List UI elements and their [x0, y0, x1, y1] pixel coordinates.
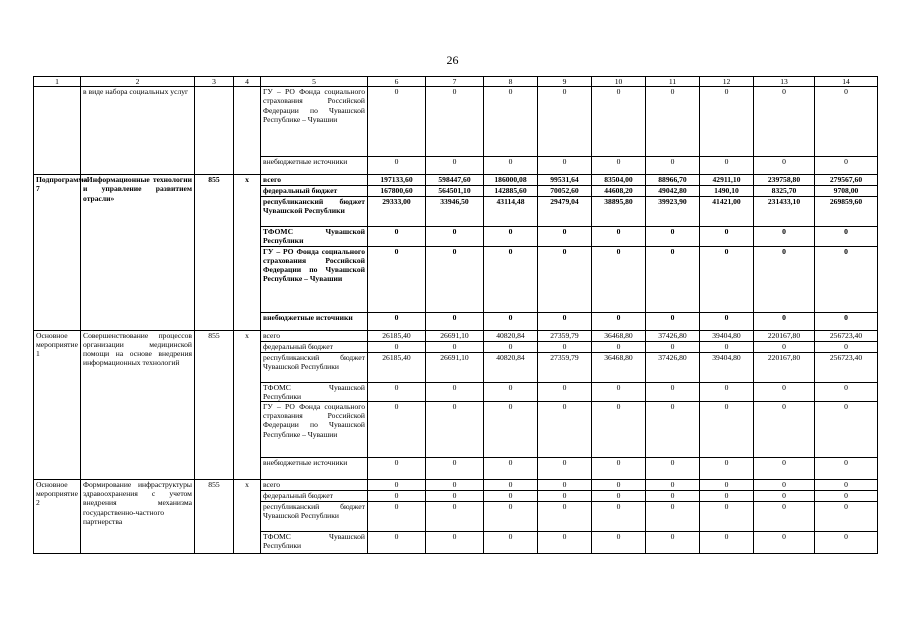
value-cell: 0	[815, 341, 878, 352]
value-cell: 0	[754, 491, 815, 502]
value-cell: 0	[815, 402, 878, 458]
value-cell: 0	[815, 227, 878, 246]
value-cell: 0	[646, 491, 700, 502]
value-cell: 26185,40	[368, 352, 426, 382]
value-cell: 0	[646, 246, 700, 312]
source-cell: ГУ – РО Фонда социального страхования Российской Федерации по Чувашской Республике – Чувашии	[261, 87, 368, 157]
value-cell: 0	[700, 480, 754, 491]
value-cell: 0	[815, 382, 878, 401]
value-cell: 0	[815, 502, 878, 532]
value-cell: 0	[592, 246, 646, 312]
column-number: 13	[754, 77, 815, 87]
table-row	[34, 330, 878, 341]
value-cell: 40820,84	[484, 330, 538, 341]
value-cell: 0	[754, 157, 815, 175]
value-cell: 0	[592, 502, 646, 532]
value-cell: 0	[426, 246, 484, 312]
value-cell: 564501,10	[426, 186, 484, 197]
value-cell: 99531,64	[538, 175, 592, 186]
column-number: 14	[815, 77, 878, 87]
table-header-row	[34, 77, 878, 87]
value-cell: 8325,70	[754, 186, 815, 197]
value-cell: 0	[368, 491, 426, 502]
source-cell: всего	[261, 330, 368, 341]
value-cell: 0	[426, 402, 484, 458]
code-cell	[195, 87, 234, 175]
value-cell: 33946,50	[426, 197, 484, 227]
value-cell: 256723,40	[815, 352, 878, 382]
value-cell: 0	[426, 312, 484, 330]
value-cell: 0	[646, 480, 700, 491]
column-number: 8	[484, 77, 538, 87]
source-cell: внебюджетные источники	[261, 157, 368, 175]
name-cell: «Информационные технологии и управление развитием отрасли»	[81, 175, 195, 330]
source-cell: ТФОМС Чувашской Республики	[261, 532, 368, 554]
value-cell: 197133,60	[368, 175, 426, 186]
value-cell: 0	[592, 157, 646, 175]
value-cell: 0	[538, 341, 592, 352]
value-cell: 39404,80	[700, 330, 754, 341]
value-cell: 0	[368, 157, 426, 175]
value-cell: 0	[754, 458, 815, 480]
value-cell: 0	[646, 341, 700, 352]
value-cell: 0	[426, 341, 484, 352]
code-cell: 855	[195, 330, 234, 479]
code-cell: 855	[195, 175, 234, 330]
value-cell: 0	[426, 382, 484, 401]
column-number: 2	[81, 77, 195, 87]
value-cell: 0	[368, 227, 426, 246]
value-cell: 0	[426, 458, 484, 480]
status-cell: Подпрограмма 7	[34, 175, 81, 330]
value-cell: 0	[484, 502, 538, 532]
value-cell: 0	[538, 87, 592, 157]
value-cell: 0	[592, 480, 646, 491]
value-cell: 0	[815, 532, 878, 554]
name-cell: Совершенствование процессов организации медицинской помощи на основе внедрения информационных технологий	[81, 330, 195, 479]
value-cell: 88966,70	[646, 175, 700, 186]
value-cell: 0	[754, 246, 815, 312]
value-cell: 0	[426, 227, 484, 246]
table-row	[34, 87, 878, 157]
value-cell: 39923,90	[646, 197, 700, 227]
name-cell: в виде набора социальных услуг	[81, 87, 195, 175]
value-cell: 0	[815, 458, 878, 480]
column-number: 3	[195, 77, 234, 87]
value-cell: 598447,60	[426, 175, 484, 186]
value-cell: 37426,80	[646, 352, 700, 382]
page-number: 26	[446, 53, 459, 67]
value-cell: 1490,10	[700, 186, 754, 197]
value-cell: 0	[754, 382, 815, 401]
value-cell: 0	[368, 246, 426, 312]
value-cell: 0	[700, 532, 754, 554]
value-cell: 0	[592, 491, 646, 502]
value-cell: 0	[368, 480, 426, 491]
value-cell: 186000,08	[484, 175, 538, 186]
value-cell: 26691,10	[426, 352, 484, 382]
source-cell: федеральный бюджет	[261, 186, 368, 197]
value-cell: 0	[538, 382, 592, 401]
value-cell: 42911,10	[700, 175, 754, 186]
column-number: 11	[646, 77, 700, 87]
value-cell: 0	[538, 480, 592, 491]
value-cell: 9708,00	[815, 186, 878, 197]
source-cell: федеральный бюджет	[261, 491, 368, 502]
value-cell: 0	[754, 532, 815, 554]
value-cell: 231433,10	[754, 197, 815, 227]
value-cell: 0	[646, 532, 700, 554]
value-cell: 269859,60	[815, 197, 878, 227]
value-cell: 0	[368, 382, 426, 401]
financing-table	[33, 76, 878, 554]
column-number: 5	[261, 77, 368, 87]
value-cell: 0	[646, 458, 700, 480]
value-cell: 0	[368, 458, 426, 480]
value-cell: 0	[538, 458, 592, 480]
value-cell: 0	[815, 87, 878, 157]
x-cell: x	[234, 480, 261, 554]
column-number: 10	[592, 77, 646, 87]
value-cell: 0	[484, 402, 538, 458]
value-cell: 256723,40	[815, 330, 878, 341]
value-cell: 0	[700, 491, 754, 502]
value-cell: 0	[484, 157, 538, 175]
column-number: 12	[700, 77, 754, 87]
value-cell: 0	[592, 341, 646, 352]
value-cell: 29479,04	[538, 197, 592, 227]
value-cell: 239758,80	[754, 175, 815, 186]
value-cell: 0	[484, 87, 538, 157]
status-cell	[34, 87, 81, 175]
value-cell: 0	[815, 246, 878, 312]
value-cell: 0	[538, 312, 592, 330]
value-cell: 0	[592, 458, 646, 480]
value-cell: 36468,80	[592, 330, 646, 341]
value-cell: 0	[538, 227, 592, 246]
value-cell: 0	[700, 312, 754, 330]
column-number: 1	[34, 77, 81, 87]
column-number: 7	[426, 77, 484, 87]
value-cell: 0	[700, 502, 754, 532]
value-cell: 0	[754, 480, 815, 491]
value-cell: 0	[484, 532, 538, 554]
table-row	[34, 480, 878, 491]
value-cell: 0	[368, 341, 426, 352]
x-cell: x	[234, 330, 261, 479]
source-cell: всего	[261, 175, 368, 186]
value-cell: 0	[592, 312, 646, 330]
value-cell: 37426,80	[646, 330, 700, 341]
source-cell: республиканский бюджет Чувашской Республики	[261, 352, 368, 382]
value-cell: 0	[426, 480, 484, 491]
value-cell: 220167,80	[754, 352, 815, 382]
value-cell: 0	[592, 382, 646, 401]
value-cell: 0	[484, 312, 538, 330]
value-cell: 0	[484, 491, 538, 502]
value-cell: 0	[368, 312, 426, 330]
value-cell: 43114,48	[484, 197, 538, 227]
value-cell: 0	[426, 491, 484, 502]
value-cell: 0	[538, 246, 592, 312]
value-cell: 0	[815, 312, 878, 330]
status-cell: Основное мероприятие 1	[34, 330, 81, 479]
value-cell: 0	[754, 312, 815, 330]
value-cell: 36468,80	[592, 352, 646, 382]
value-cell: 0	[426, 532, 484, 554]
source-cell: всего	[261, 480, 368, 491]
value-cell: 0	[754, 402, 815, 458]
code-cell: 855	[195, 480, 234, 554]
value-cell: 0	[646, 227, 700, 246]
value-cell: 0	[592, 402, 646, 458]
value-cell: 0	[700, 227, 754, 246]
value-cell: 0	[646, 402, 700, 458]
value-cell: 0	[484, 341, 538, 352]
value-cell: 39404,80	[700, 352, 754, 382]
value-cell: 0	[700, 341, 754, 352]
value-cell: 0	[646, 312, 700, 330]
value-cell: 0	[815, 491, 878, 502]
value-cell: 0	[646, 502, 700, 532]
source-cell: ТФОМС Чувашской Республики	[261, 227, 368, 246]
value-cell: 0	[700, 246, 754, 312]
source-cell: ГУ – РО Фонда социального страхования Российской Федерации по Чувашской Республике – Чувашии	[261, 402, 368, 458]
value-cell: 0	[815, 480, 878, 491]
source-cell: республиканский бюджет Чувашской Республики	[261, 197, 368, 227]
value-cell: 0	[815, 157, 878, 175]
value-cell: 0	[700, 157, 754, 175]
value-cell: 0	[754, 341, 815, 352]
value-cell: 0	[538, 402, 592, 458]
value-cell: 83504,00	[592, 175, 646, 186]
value-cell: 0	[538, 532, 592, 554]
value-cell: 0	[426, 87, 484, 157]
value-cell: 41421,00	[700, 197, 754, 227]
value-cell: 0	[700, 382, 754, 401]
value-cell: 0	[700, 402, 754, 458]
x-cell: x	[234, 175, 261, 330]
column-number: 4	[234, 77, 261, 87]
value-cell: 0	[484, 382, 538, 401]
value-cell: 0	[484, 227, 538, 246]
value-cell: 0	[592, 532, 646, 554]
value-cell: 0	[700, 87, 754, 157]
value-cell: 0	[646, 157, 700, 175]
value-cell: 49042,80	[646, 186, 700, 197]
value-cell: 167800,60	[368, 186, 426, 197]
value-cell: 220167,80	[754, 330, 815, 341]
value-cell: 40820,84	[484, 352, 538, 382]
value-cell: 0	[368, 402, 426, 458]
value-cell: 0	[426, 157, 484, 175]
column-number: 6	[368, 77, 426, 87]
value-cell: 0	[538, 502, 592, 532]
x-cell	[234, 87, 261, 175]
value-cell: 29333,00	[368, 197, 426, 227]
value-cell: 0	[754, 227, 815, 246]
source-cell: ТФОМС Чувашской Республики	[261, 382, 368, 401]
source-cell: республиканский бюджет Чувашской Республики	[261, 502, 368, 532]
table-row	[34, 175, 878, 186]
source-cell: федеральный бюджет	[261, 341, 368, 352]
value-cell: 0	[484, 480, 538, 491]
value-cell: 0	[538, 157, 592, 175]
value-cell: 0	[754, 502, 815, 532]
value-cell: 0	[592, 227, 646, 246]
value-cell: 0	[538, 491, 592, 502]
value-cell: 0	[754, 87, 815, 157]
value-cell: 279567,60	[815, 175, 878, 186]
source-cell: внебюджетные источники	[261, 312, 368, 330]
value-cell: 0	[592, 87, 646, 157]
value-cell: 0	[646, 382, 700, 401]
value-cell: 0	[368, 502, 426, 532]
value-cell: 26691,10	[426, 330, 484, 341]
value-cell: 0	[646, 87, 700, 157]
value-cell: 27359,79	[538, 352, 592, 382]
status-cell: Основное мероприятие 2	[34, 480, 81, 554]
value-cell: 27359,79	[538, 330, 592, 341]
value-cell: 0	[700, 458, 754, 480]
value-cell: 0	[484, 246, 538, 312]
column-number: 9	[538, 77, 592, 87]
name-cell: Формирование инфраструктуры здравоохранения с учетом внедрения механизма государственно-частного партнерства	[81, 480, 195, 554]
value-cell: 26185,40	[368, 330, 426, 341]
value-cell: 0	[426, 502, 484, 532]
value-cell: 44608,20	[592, 186, 646, 197]
source-cell: ГУ – РО Фонда социального страхования Российской Федерации по Чувашской Республике – Чувашии	[261, 246, 368, 312]
value-cell: 0	[368, 87, 426, 157]
value-cell: 38895,80	[592, 197, 646, 227]
value-cell: 0	[484, 458, 538, 480]
value-cell: 142885,60	[484, 186, 538, 197]
source-cell: внебюджетные источники	[261, 458, 368, 480]
value-cell: 0	[368, 532, 426, 554]
value-cell: 70052,60	[538, 186, 592, 197]
